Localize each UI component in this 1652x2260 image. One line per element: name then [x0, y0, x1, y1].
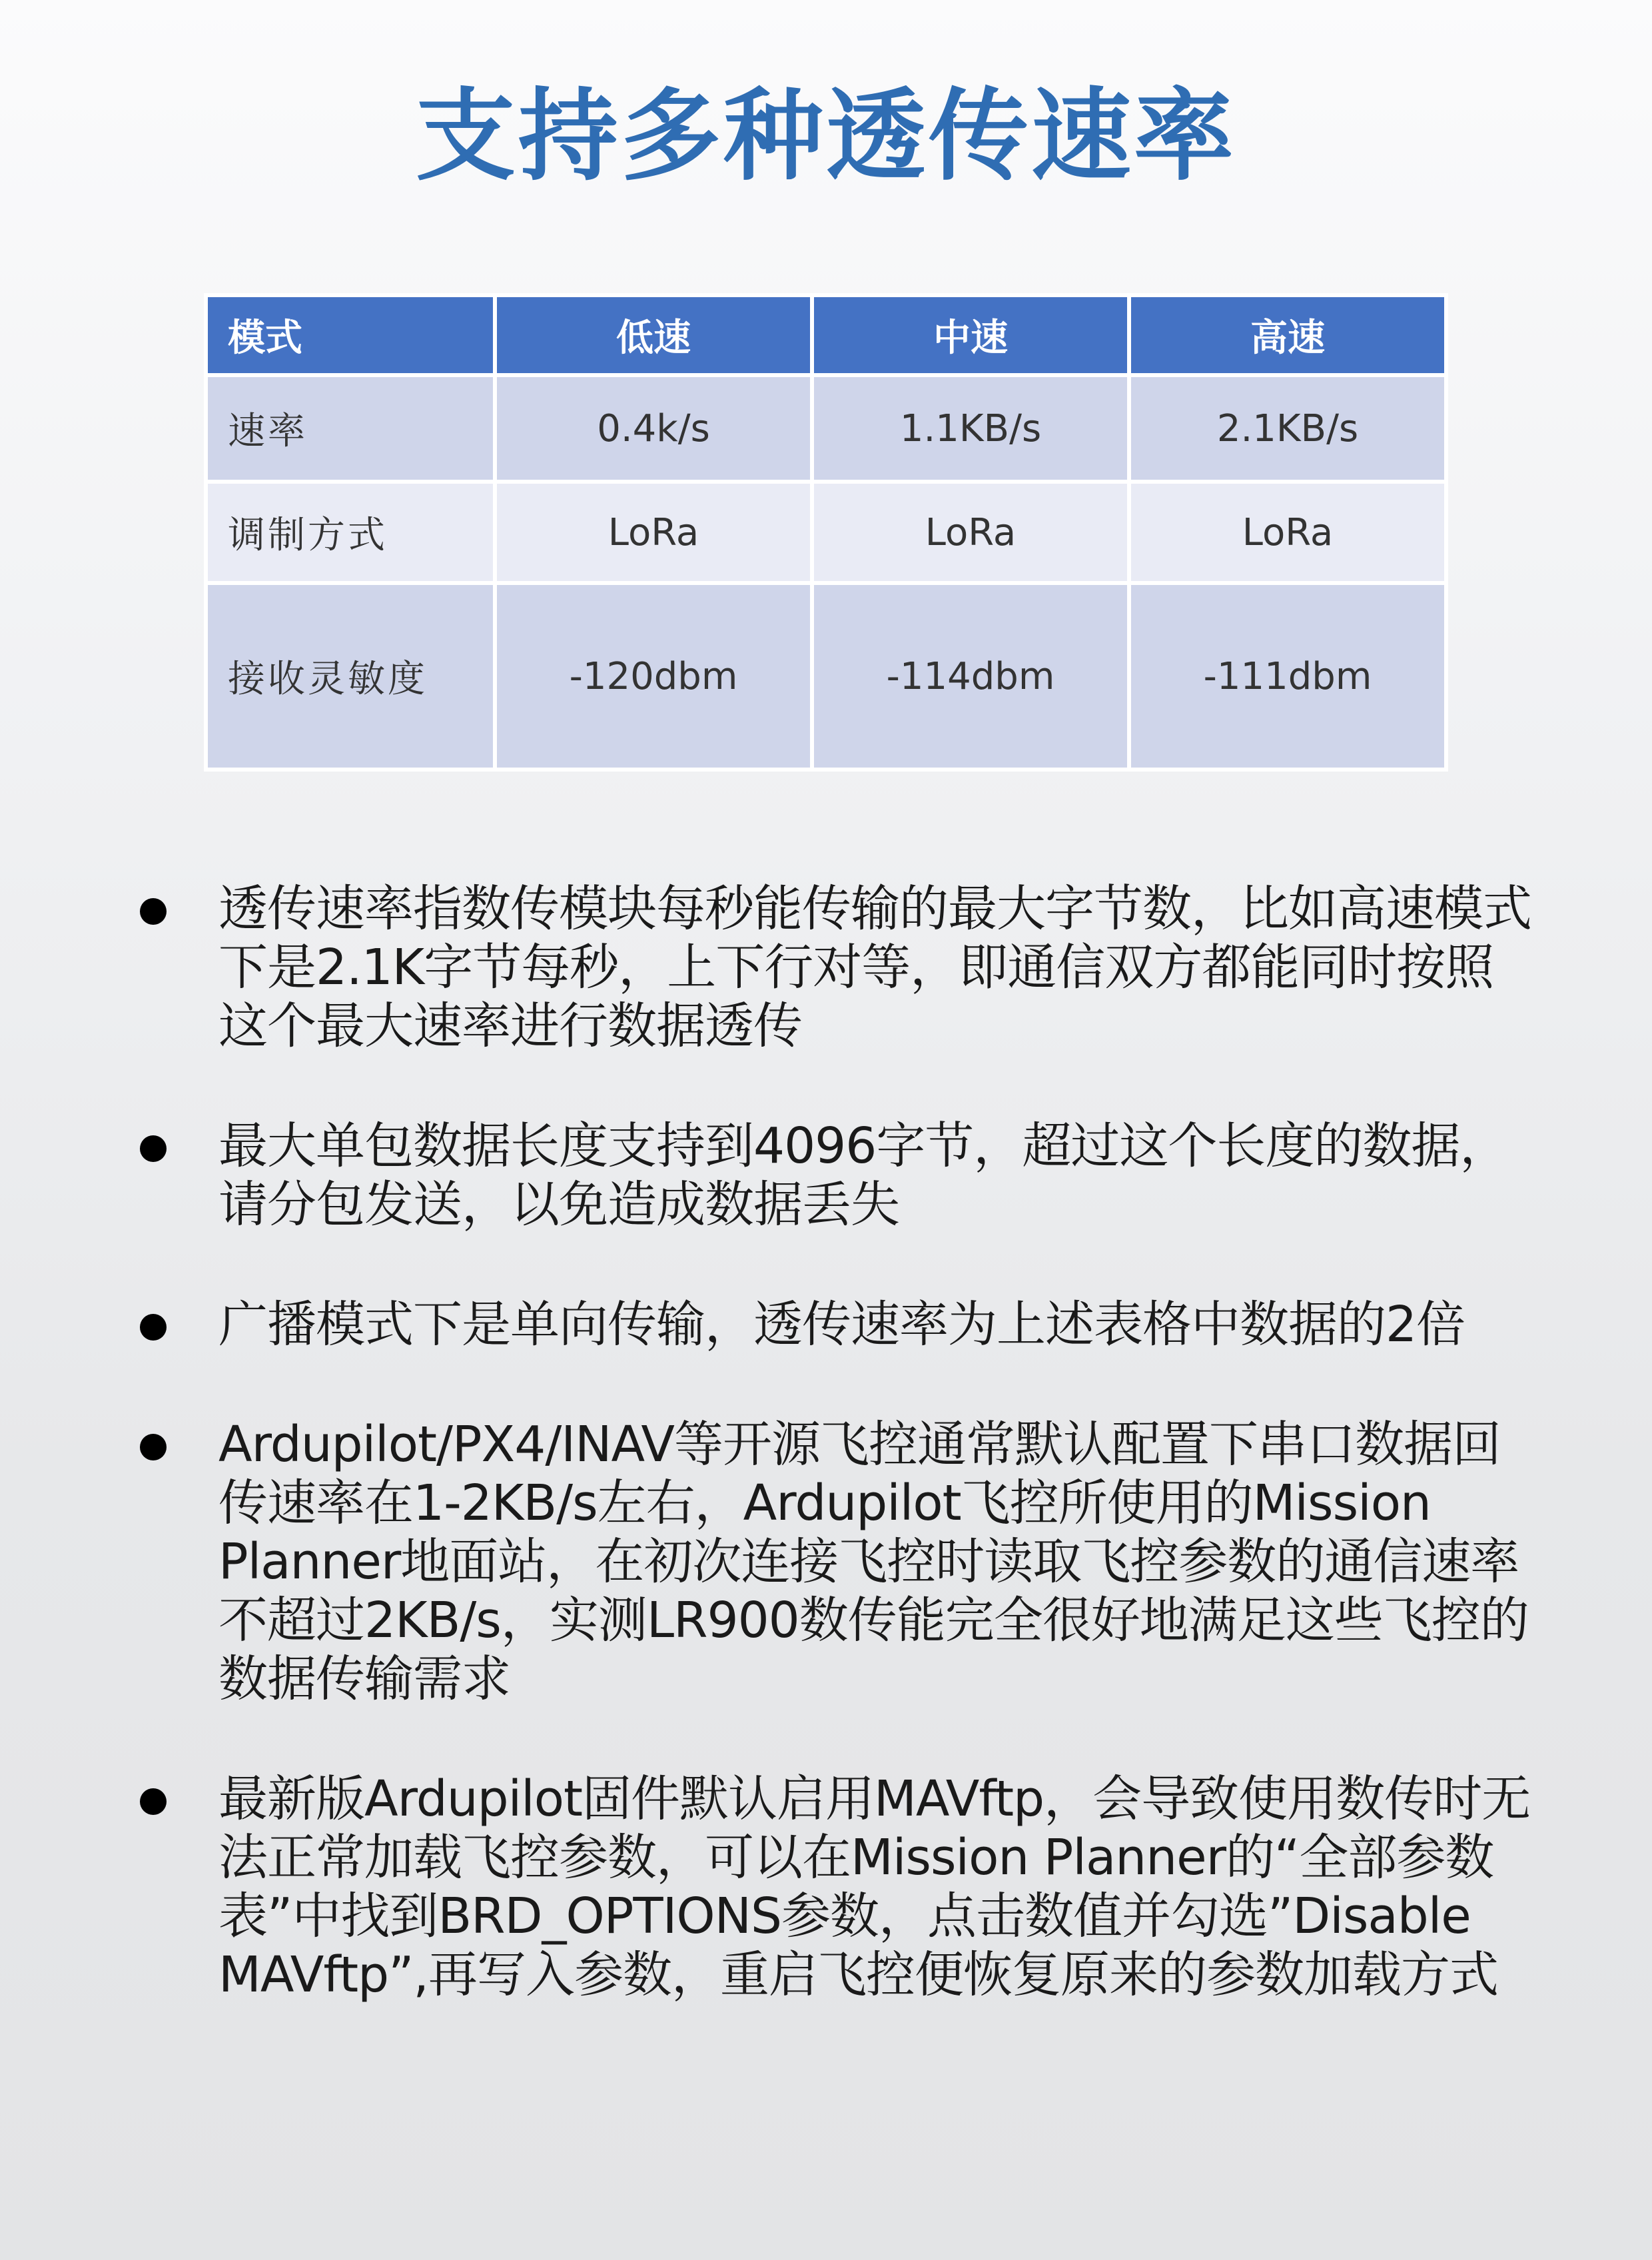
bullet-dot-icon [140, 1788, 167, 1815]
header-mid-speed: 中速 [812, 295, 1129, 375]
cell-sensitivity-mid: -114dbm [812, 583, 1129, 770]
list-item [133, 1770, 1532, 2004]
cell-rate-mid: 1.1KB/s [812, 375, 1129, 482]
row-label-sensitivity: 接收灵敏度 [206, 583, 495, 770]
cell-sensitivity-low: -120dbm [495, 583, 812, 770]
list-item [133, 1117, 1532, 1234]
cell-rate-high: 2.1KB/s [1129, 375, 1446, 482]
table-header-row [206, 295, 1446, 375]
header-high-speed: 高速 [1129, 295, 1446, 375]
list-item [133, 1415, 1532, 1708]
cell-modulation-high: LoRa [1129, 482, 1446, 583]
bullet-dot-icon [140, 1135, 167, 1162]
bullet-text: 透传速率指数传模块每秒能传输的最大字节数，比如高速模式下是2.1K字节每秒，上下行对等，即通信双方都能同时按照这个最大速率进行数据透传 [218, 880, 1531, 1055]
bullet-dot-icon [140, 898, 167, 925]
cell-rate-low: 0.4k/s [495, 375, 812, 482]
row-label-rate: 速率 [206, 375, 495, 482]
row-label-modulation: 调制方式 [206, 482, 495, 583]
header-low-speed: 低速 [495, 295, 812, 375]
cell-sensitivity-high: -111dbm [1129, 583, 1446, 770]
bullet-dot-icon [140, 1434, 167, 1460]
bullet-dot-icon [140, 1314, 167, 1341]
table-row-sensitivity [206, 583, 1446, 770]
bullet-text: Ardupilot/PX4/INAV等开源飞控通常默认配置下串口数据回传速率在1-2KB/s左右，Ardupilot飞控所使用的Mission Planner地面站，在初次连接飞控时读取飞控参数的通信速率不超过2KB/s，实测LR900数传能完全很好地满足这些飞控的数据传输需求 [218, 1416, 1529, 1708]
bullet-list [133, 879, 1532, 2064]
bullet-text: 最新版Ardupilot固件默认启用MAVftp，会导致使用数传时无法正常加载飞控参数，可以在Mission Planner的“全部参数表”中找到BRD_OPTIONS参数，点击数值并勾选”Disable MAVftp”,再写入参数，重启飞控便恢复原来的参数加载方式 [218, 1770, 1531, 2003]
table-row-modulation [206, 482, 1446, 583]
cell-modulation-mid: LoRa [812, 482, 1129, 583]
page-title: 支持多种透传速率 [415, 79, 1236, 195]
list-item [133, 879, 1532, 1055]
list-item [133, 1295, 1532, 1354]
table-row-rate [206, 375, 1446, 482]
header-mode: 模式 [206, 295, 495, 375]
rate-table [204, 293, 1448, 772]
bullet-text: 最大单包数据长度支持到4096字节，超过这个长度的数据，请分包发送，以免造成数据丢失 [218, 1117, 1509, 1233]
bullet-text: 广播模式下是单向传输，透传速率为上述表格中数据的2倍 [218, 1296, 1465, 1353]
cell-modulation-low: LoRa [495, 482, 812, 583]
